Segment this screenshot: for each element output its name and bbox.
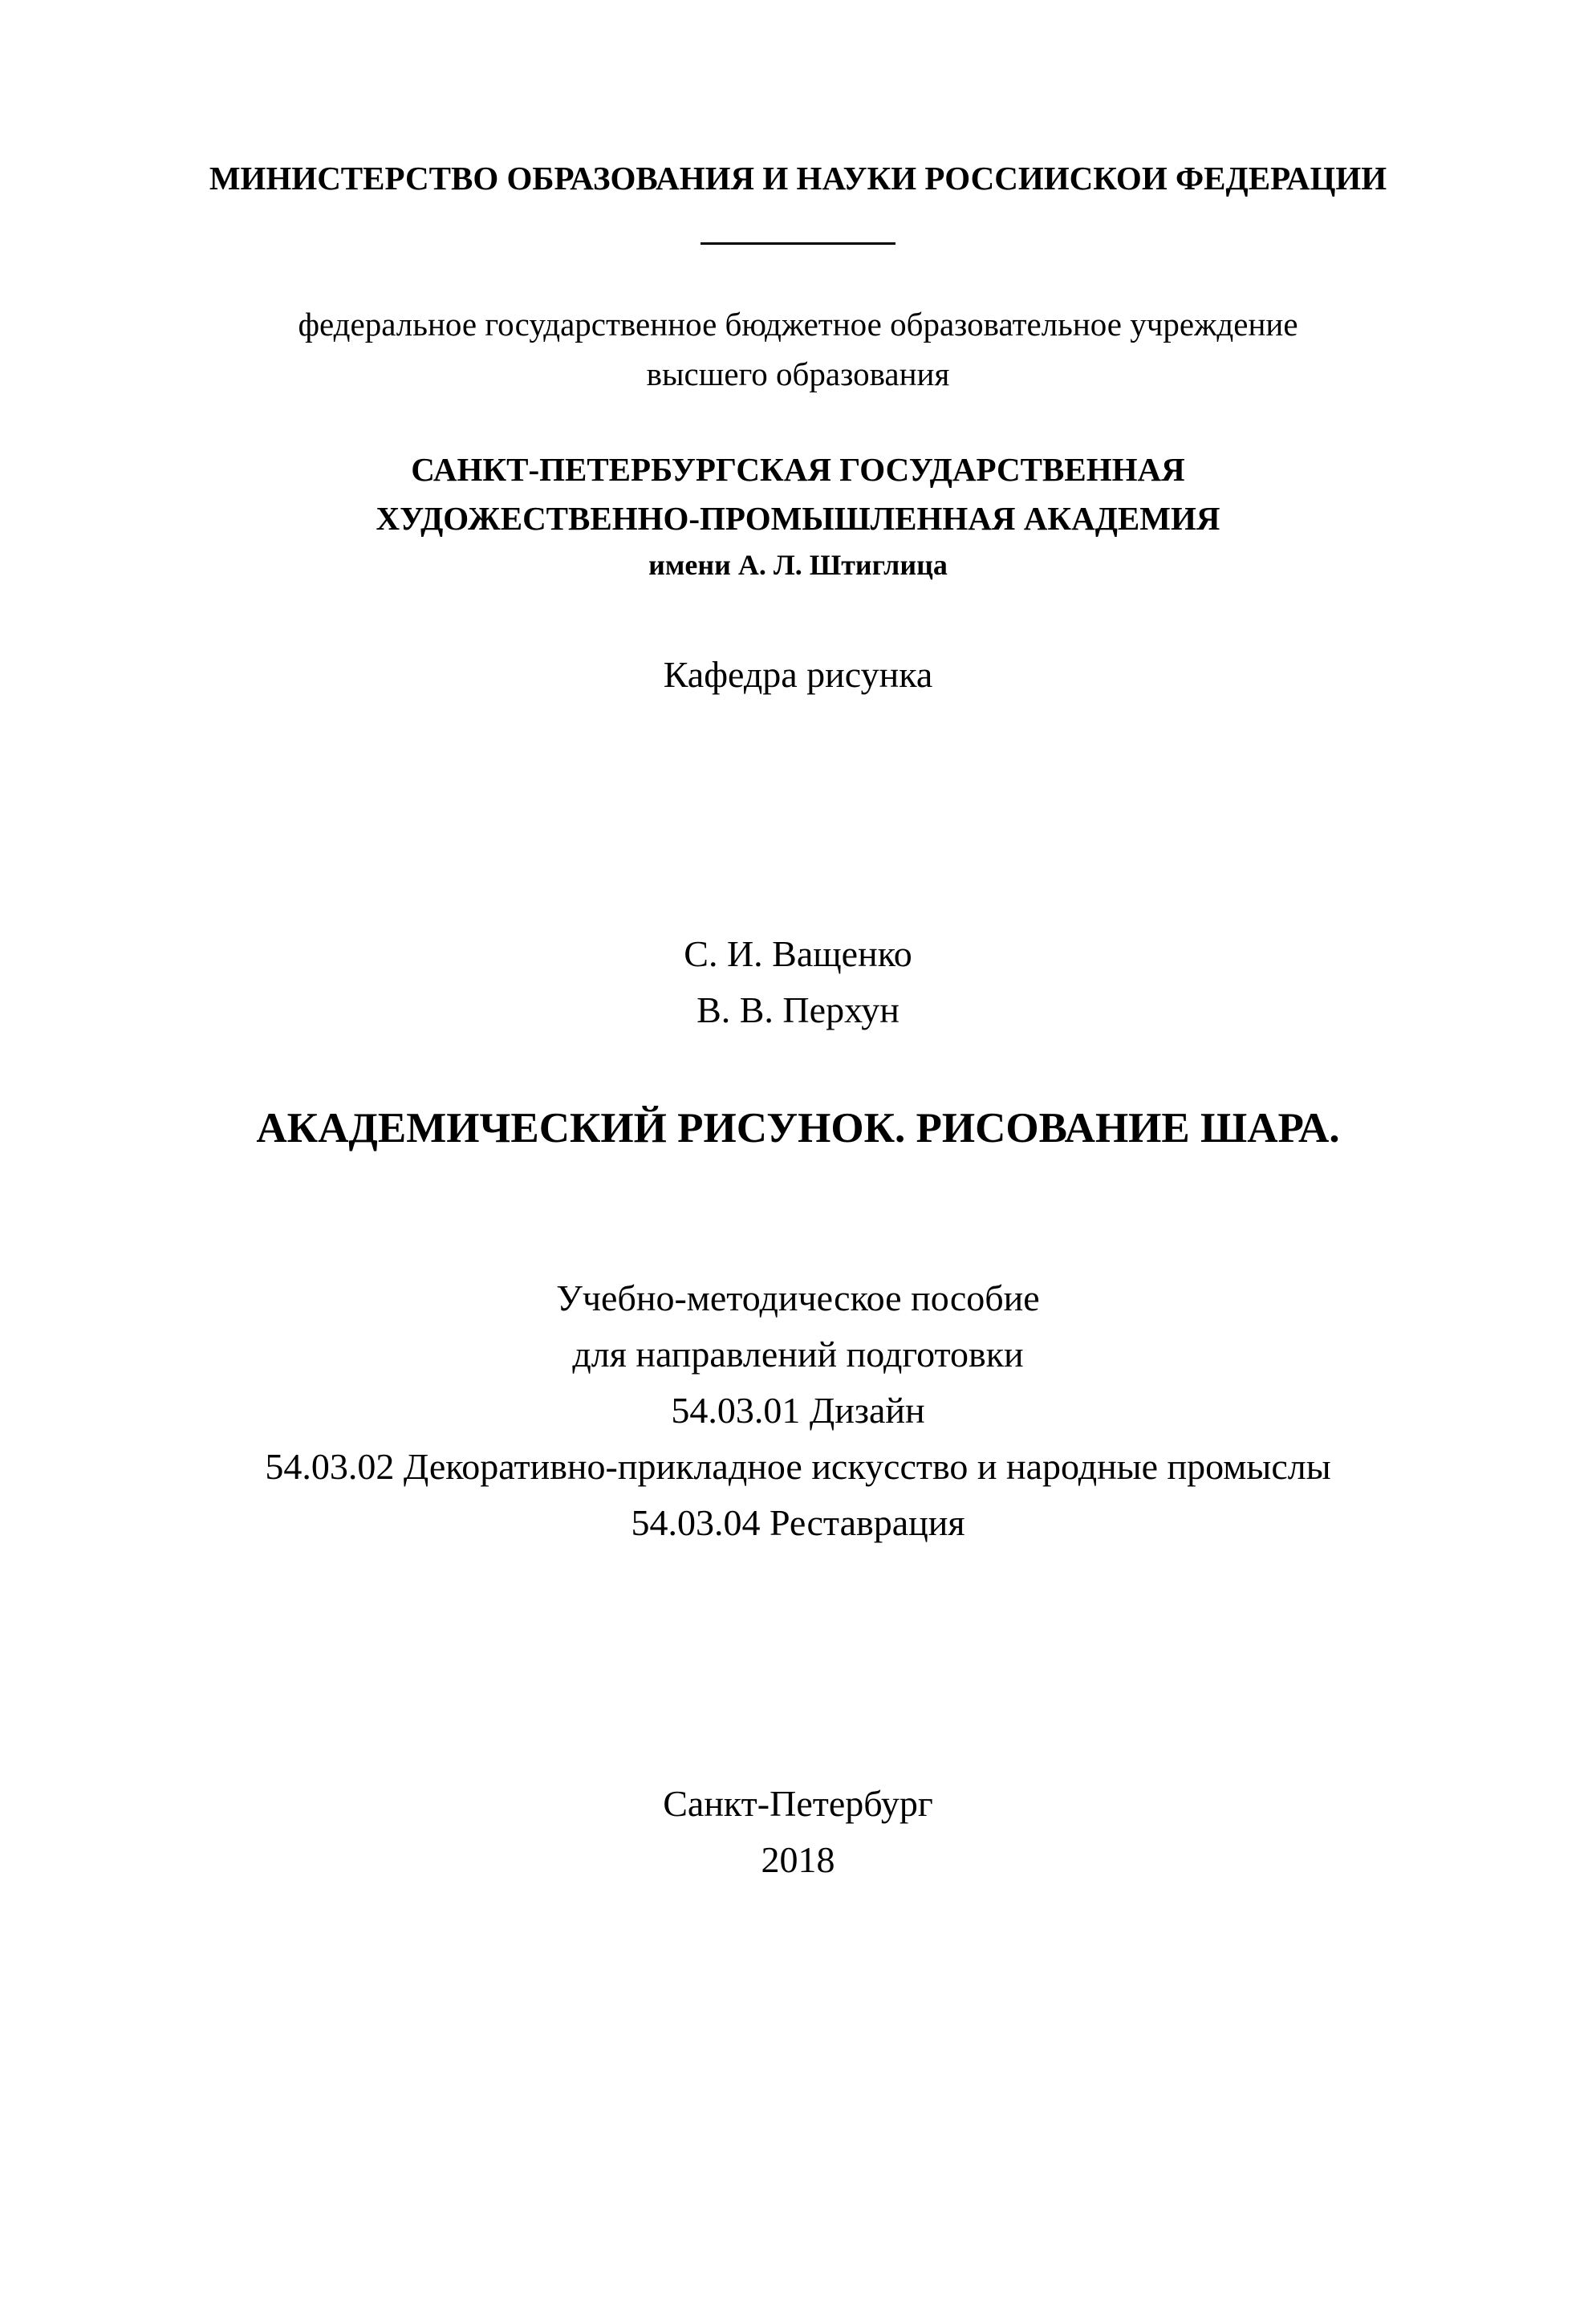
university-name-line-2: ХУДОЖЕСТВЕННО-ПРОМЫШЛЕННАЯ АКАДЕМИЯ — [376, 500, 1220, 537]
institution-type-line-2: высшего образования — [646, 355, 950, 392]
document-type-line-2: для направлений подготовки — [572, 1334, 1024, 1375]
ministry-heading: МИНИСТЕРСТВО ОБРАЗОВАНИЯ И НАУКИ РОССИИСКОИ ФЕДЕРАЦИИ — [209, 160, 1387, 197]
document-type-line-1: Учебно-методическое пособие — [556, 1277, 1040, 1318]
heading-divider — [701, 242, 895, 245]
author-name: С. И. Ващенко — [684, 933, 912, 974]
publication-city: Санкт-Петербург — [663, 1783, 933, 1824]
university-name-line-3: имени А. Л. Штиглица — [648, 549, 948, 581]
author-name: В. В. Перхун — [696, 989, 900, 1030]
program-item: 54.03.02 Декоративно-прикладное искусство и народные промыслы — [265, 1446, 1331, 1487]
department-name: Кафедра рисунка — [663, 654, 933, 695]
document-title: АКАДЕМИЧЕСКИЙ РИСУНОК. РИСОВАНИЕ ШАРА. — [256, 1105, 1340, 1151]
university-name-line-1: САНКТ-ПЕТЕРБУРГСКАЯ ГОСУДАРСТВЕННАЯ — [411, 451, 1185, 488]
program-item: 54.03.04 Реставрация — [631, 1502, 965, 1543]
institution-type-line-1: федеральное государственное бюджетное образовательное учреждение — [298, 306, 1298, 343]
publication-year: 2018 — [761, 1839, 835, 1880]
program-item: 54.03.01 Дизайн — [671, 1390, 925, 1431]
